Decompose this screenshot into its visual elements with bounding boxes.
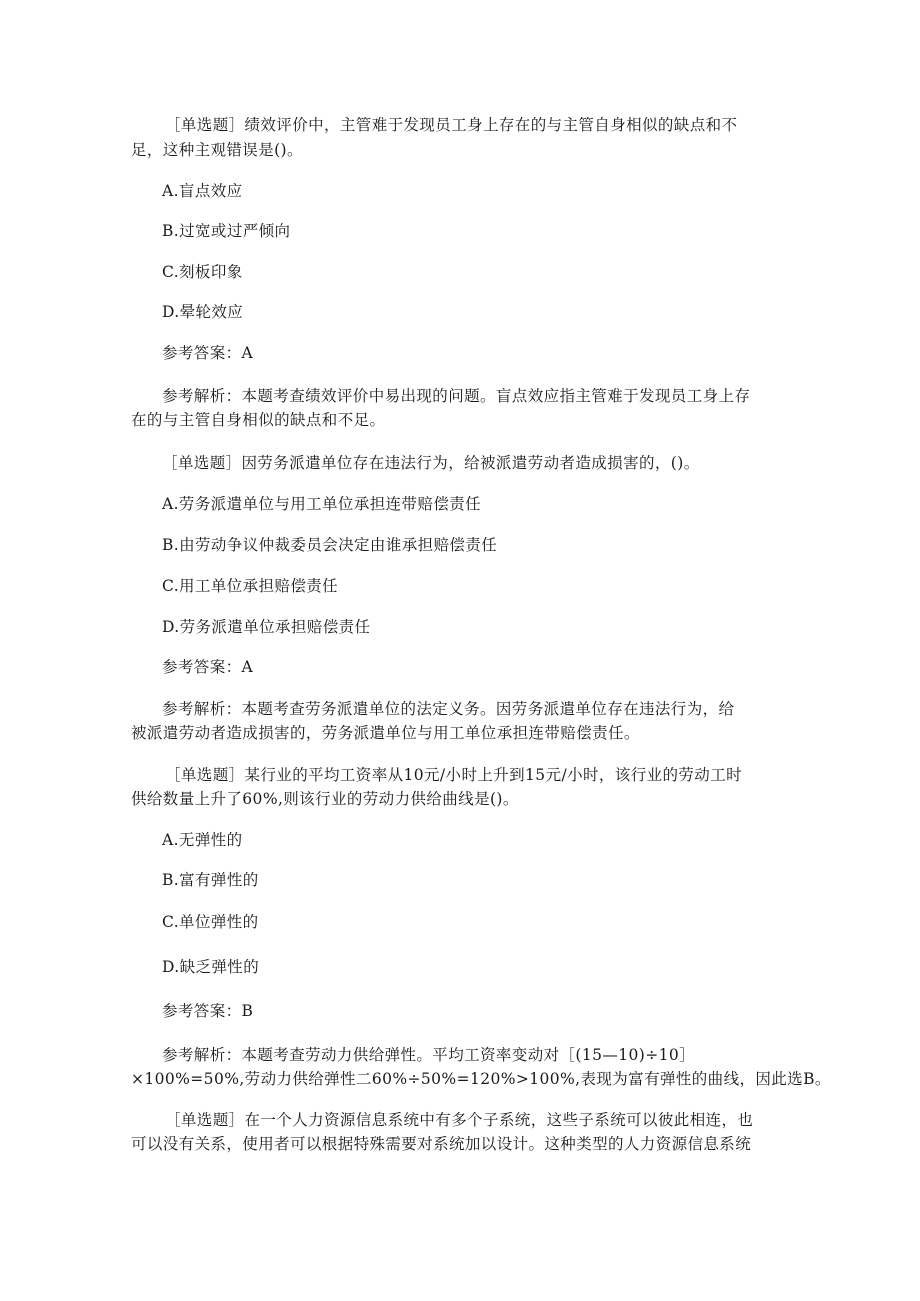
question-2-analysis-line-1: 参考解析：本题考查劳务派遣单位的法定义务。因劳务派遣单位存在违法行为，给: [162, 700, 735, 718]
question-2-analysis-line-2: 被派遣劳动者造成损害的，劳务派遣单位与用工单位承担连带赔偿责任。: [131, 724, 640, 742]
question-1-option-b: B.过宽或过严倾向: [162, 222, 291, 240]
question-3-answer: 参考答案：B: [162, 1002, 254, 1020]
question-3-option-a: A.无弹性的: [162, 831, 243, 849]
question-3-stem-line-2: 供给数量上升了60%,则该行业的劳动力供给曲线是()。: [131, 790, 519, 808]
question-2-option-d: D.劳务派遣单位承担赔偿责任: [162, 618, 371, 636]
question-1-analysis-line-1: 参考解析：本题考查绩效评价中易出现的问题。盲点效应指主管难于发现员工身上存: [162, 387, 751, 405]
question-1-stem-line-1: ［单选题］绩效评价中，主管难于发现员工身上存在的与主管自身相似的缺点和不: [165, 116, 738, 134]
question-2-option-c: C.用工单位承担赔偿责任: [162, 577, 339, 595]
question-3-option-d: D.缺乏弹性的: [162, 958, 260, 976]
question-1-option-c: C.刻板印象: [162, 263, 243, 281]
question-2-answer: 参考答案：A: [162, 658, 254, 676]
question-1-analysis-line-2: 在的与主管自身相似的缺点和不足。: [131, 411, 386, 429]
question-2-option-a: A.劳务派遣单位与用工单位承担连带赔偿责任: [162, 495, 482, 513]
question-1-stem-line-2: 足，这种主观错误是()。: [131, 141, 303, 159]
question-3-option-c: C.单位弹性的: [162, 913, 259, 931]
question-3-option-b: B.富有弹性的: [162, 871, 259, 889]
question-4-stem-line-2: 可以没有关系，使用者可以根据特殊需要对系统加以设计。这种类型的人力资源信息系统: [131, 1135, 752, 1153]
question-1-option-d: D.晕轮效应: [162, 303, 244, 321]
question-1-answer: 参考答案：A: [162, 344, 254, 362]
question-3-analysis-line-1: 参考解析：本题考查劳动力供给弹性。平均工资率变动对［(15—10)÷10］: [162, 1046, 696, 1064]
question-4-stem-line-1: ［单选题］在一个人力资源信息系统中有多个子系统，这些子系统可以彼此相连，也: [165, 1111, 754, 1129]
question-1-option-a: A.盲点效应: [162, 182, 243, 200]
question-3-analysis-line-2: ×100%=50%,劳动力供给弹性二60%÷50%=120%>100%,表现为富有弹性的曲线，因此选B。: [131, 1070, 831, 1088]
question-2-option-b: B.由劳动争议仲裁委员会决定由谁承担赔偿责任: [162, 536, 498, 554]
question-3-stem-line-1: ［单选题］某行业的平均工资率从10元/小时上升到15元/小时，该行业的劳动工时: [165, 766, 742, 784]
question-2-stem-line-1: ［单选题］因劳务派遣单位存在违法行为，给被派遣劳动者造成损害的，()。: [162, 454, 700, 472]
